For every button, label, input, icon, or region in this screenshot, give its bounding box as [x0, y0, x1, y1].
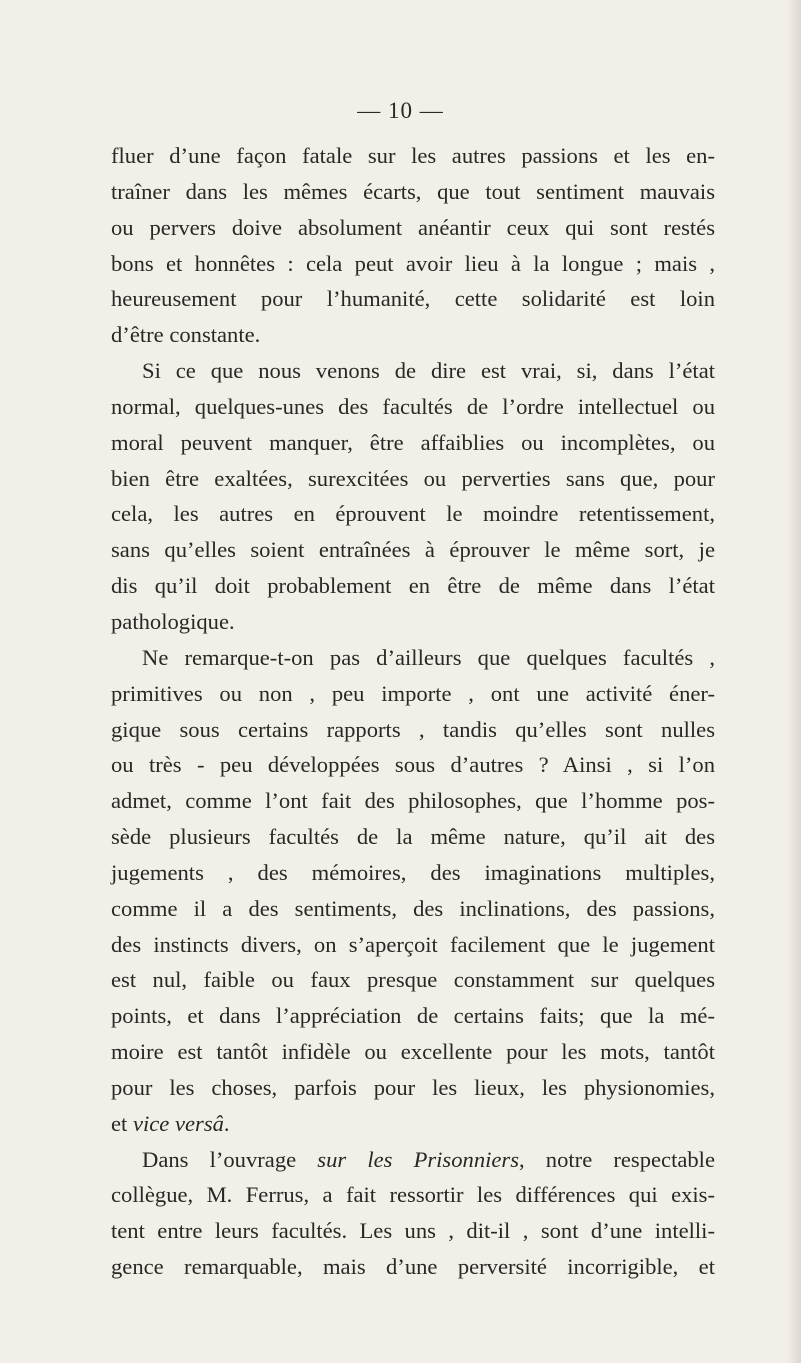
- text-line: primitives ou non , peu importe , ont une activité éner-: [111, 680, 715, 706]
- text-line: bons et honnêtes : cela peut avoir lieu à la longue ; mais ,: [111, 250, 715, 276]
- text-line: tent entre leurs facultés. Les uns , dit-il , sont d’une intelli-: [111, 1218, 715, 1244]
- body-text: [111, 138, 715, 1285]
- page-number: — 10 —: [357, 98, 444, 123]
- text-line: fluer d’une façon fatale sur les autres passions et les en-: [111, 143, 715, 168]
- text-line: comme il a des sentiments, des inclinations, des passions,: [111, 895, 715, 921]
- text-line: pour les choses, parfois pour les lieux, les physionomies,: [111, 1074, 715, 1100]
- italic-phrase: vice versâ: [132, 1110, 224, 1136]
- text-line: pathologique.: [111, 608, 235, 634]
- text-line: collègue, M. Ferrus, a fait ressortir les différences qui exis-: [111, 1182, 715, 1208]
- text-line: gique sous certains rapports , tandis qu’elles sont nulles: [111, 716, 715, 742]
- text-run: .: [223, 1110, 230, 1136]
- text-run: Dans l’ouvrage: [142, 1146, 318, 1172]
- paragraph-start-line: Ne remarque-t-on pas d’ailleurs que quelques facultés ,: [142, 644, 715, 670]
- text-line: dis qu’il doit probablement en être de même dans l’état: [111, 573, 715, 599]
- text-run: et: [111, 1110, 133, 1136]
- text-line: points, et dans l’appréciation de certains faits; que la mé-: [111, 1003, 715, 1029]
- text-line: heureusement pour l’humanité, cette solidarité est loin: [111, 286, 715, 312]
- page-edge-shadow: [787, 0, 801, 1363]
- text-line: sans qu’elles soient entraînées à éprouver le même sort, je: [111, 537, 715, 563]
- paragraph-start-line: [111, 1142, 715, 1178]
- text-line: admet, comme l’ont fait des philosophes, que l’homme pos-: [111, 788, 715, 814]
- text-line: d’être constante.: [111, 322, 261, 348]
- italic-title: sur les Prisonniers: [317, 1146, 520, 1172]
- text-line: gence remarquable, mais d’une perversité incorrigible, et: [111, 1254, 715, 1280]
- text-line: moire est tantôt infidèle ou excellente pour les mots, tantôt: [111, 1039, 715, 1065]
- text-line: [111, 1106, 715, 1142]
- text-line: traîner dans les mêmes écarts, que tout sentiment mauvais: [111, 178, 715, 204]
- text-line: des instincts divers, on s’aperçoit facilement que le jugement: [111, 931, 715, 957]
- text-line: jugements , des mémoires, des imaginations multiples,: [111, 859, 715, 885]
- text-line: bien être exaltées, surexcitées ou perverties sans que, pour: [111, 465, 715, 491]
- text-line: ou pervers doive absolument anéantir ceux qui sont restés: [111, 214, 715, 240]
- text-line: normal, quelques-unes des facultés de l’ordre intellectuel ou: [111, 393, 715, 419]
- text-line: moral peuvent manquer, être affaiblies ou incomplètes, ou: [111, 429, 715, 455]
- text-line: cela, les autres en éprouvent le moindre retentissement,: [111, 501, 715, 527]
- text-line: sède plusieurs facultés de la même nature, qu’il ait des: [111, 824, 715, 850]
- text-line: ou très - peu développées sous d’autres ? Ainsi , si l’on: [111, 752, 715, 778]
- text-run: , notre respectable: [519, 1146, 715, 1172]
- text-line: est nul, faible ou faux presque constamment sur quelques: [111, 967, 715, 993]
- paragraph-start-line: Si ce que nous venons de dire est vrai, si, dans l’état: [142, 358, 715, 384]
